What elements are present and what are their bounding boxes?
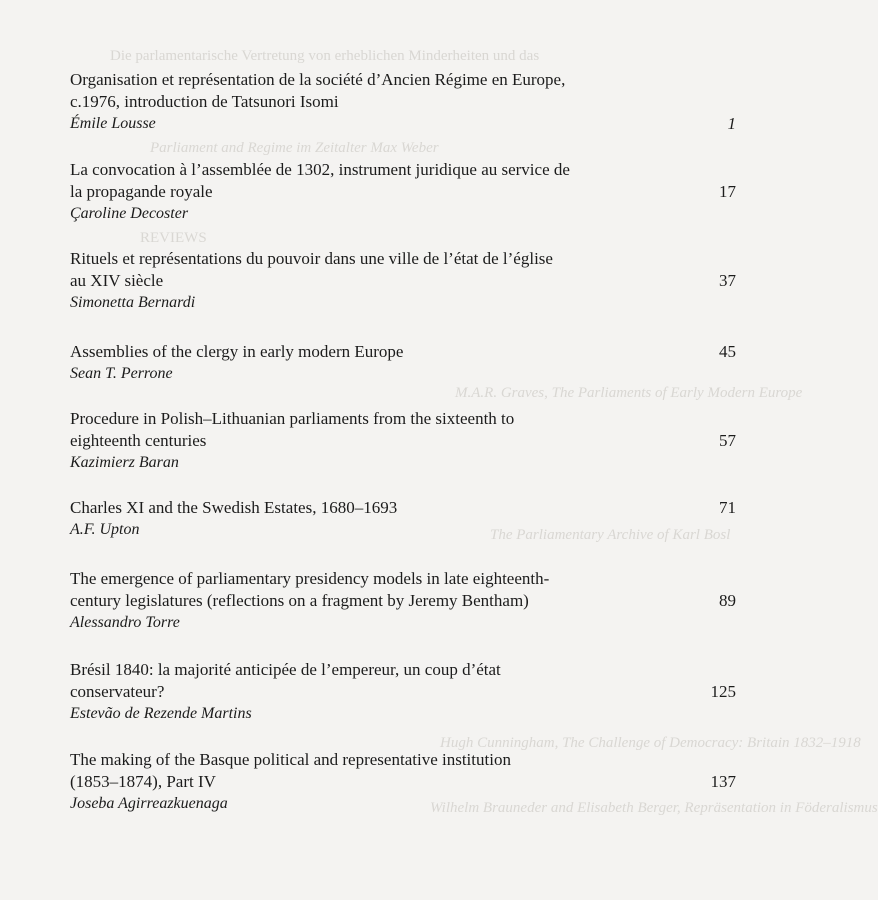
entry-title-text: Charles XI and the Swedish Estates, 1680–1693 [70, 498, 398, 517]
entry-title-line: c.1976, introduction de Tatsunori Isomi [70, 92, 339, 111]
entry-page-number: 45 [719, 342, 736, 361]
entry-page-number: 71 [719, 498, 736, 517]
entry-author: A.F. Upton [70, 521, 140, 538]
bleed-line: Hugh Cunningham, The Challenge of Democracy: Britain 1832–1918 [440, 735, 861, 751]
entry-title-text: conservateur? [70, 682, 165, 701]
entry-author: Kazimierz Baran [70, 454, 179, 471]
entry-title-line [70, 497, 736, 519]
entry-title-line: Brésil 1840: la majorité anticipée de l’empereur, un coup d’état [70, 660, 501, 679]
entry-page-number: 137 [710, 772, 736, 791]
entry-author-line [70, 113, 736, 135]
toc-entry [70, 497, 736, 541]
entry-title-line [70, 270, 736, 292]
entry-title-line: The emergence of parliamentary presidency models in late eighteenth- [70, 569, 550, 588]
bleed-line: Parliament and Regime im Zeitalter Max Weber [150, 140, 439, 156]
entry-title-line: Organisation et représentation de la société d’Ancien Régime en Europe, [70, 70, 566, 89]
toc-entry [70, 159, 736, 225]
toc-entry [70, 248, 736, 314]
entry-title-line [70, 430, 736, 452]
entry-author: Émile Lousse [70, 115, 156, 132]
entry-page-number: 1 [727, 114, 736, 133]
toc-entry [70, 408, 736, 474]
entry-author: Estevão de Rezende Martins [70, 705, 252, 722]
entry-page-number: 17 [719, 182, 736, 201]
entry-title-line [70, 681, 736, 703]
entry-title-line: Procedure in Polish–Lithuanian parliaments from the sixteenth to [70, 409, 515, 428]
entry-page-number: 125 [710, 682, 736, 701]
bleed-line: REVIEWS [140, 230, 207, 246]
entry-title-line: La convocation à l’assemblée de 1302, instrument juridique au service de [70, 160, 570, 179]
entry-page-number: 89 [719, 591, 736, 610]
toc-entry [70, 341, 736, 385]
toc-entry [70, 568, 736, 634]
entry-title-text: la propagande royale [70, 182, 213, 201]
bleed-line: Die parlamentarische Vertretung von erheblichen Minderheiten und das [110, 48, 540, 64]
entry-title-line [70, 341, 736, 363]
entry-title-line [70, 590, 736, 612]
toc-entry [70, 659, 736, 725]
entry-title-line: The making of the Basque political and representative institution [70, 750, 511, 769]
entry-title-text: au XIV siècle [70, 271, 164, 290]
entry-title-text: century legislatures (reflections on a fragment by Jeremy Bentham) [70, 591, 529, 610]
toc-entry [70, 749, 736, 815]
entry-page-number: 37 [719, 271, 736, 290]
entry-title-text: eighteenth centuries [70, 431, 207, 450]
entry-author: Alessandro Torre [70, 614, 180, 631]
entry-author: Sean T. Perrone [70, 365, 173, 382]
entry-author: Çaroline Decoster [70, 205, 189, 222]
entry-title-line: Rituels et représentations du pouvoir dans une ville de l’état de l’église [70, 249, 553, 268]
entry-title-text: (1853–1874), Part IV [70, 772, 216, 791]
entry-page-number: 57 [719, 431, 736, 450]
bleed-line: Wilhelm Brauneder and Elisabeth Berger, Repräsentation in Föderalismus [430, 800, 878, 816]
entry-author: Joseba Agirreazkuenaga [70, 795, 228, 812]
bleed-line: The Parliamentary Archive of Karl Bosl [490, 527, 731, 543]
entry-author: Simonetta Bernardi [70, 294, 196, 311]
entry-title-text: Assemblies of the clergy in early modern Europe [70, 342, 404, 361]
bleed-line: M.A.R. Graves, The Parliaments of Early Modern Europe [455, 385, 803, 401]
entry-title-line [70, 771, 736, 793]
entry-title-line [70, 181, 736, 203]
toc-entry [70, 69, 736, 135]
